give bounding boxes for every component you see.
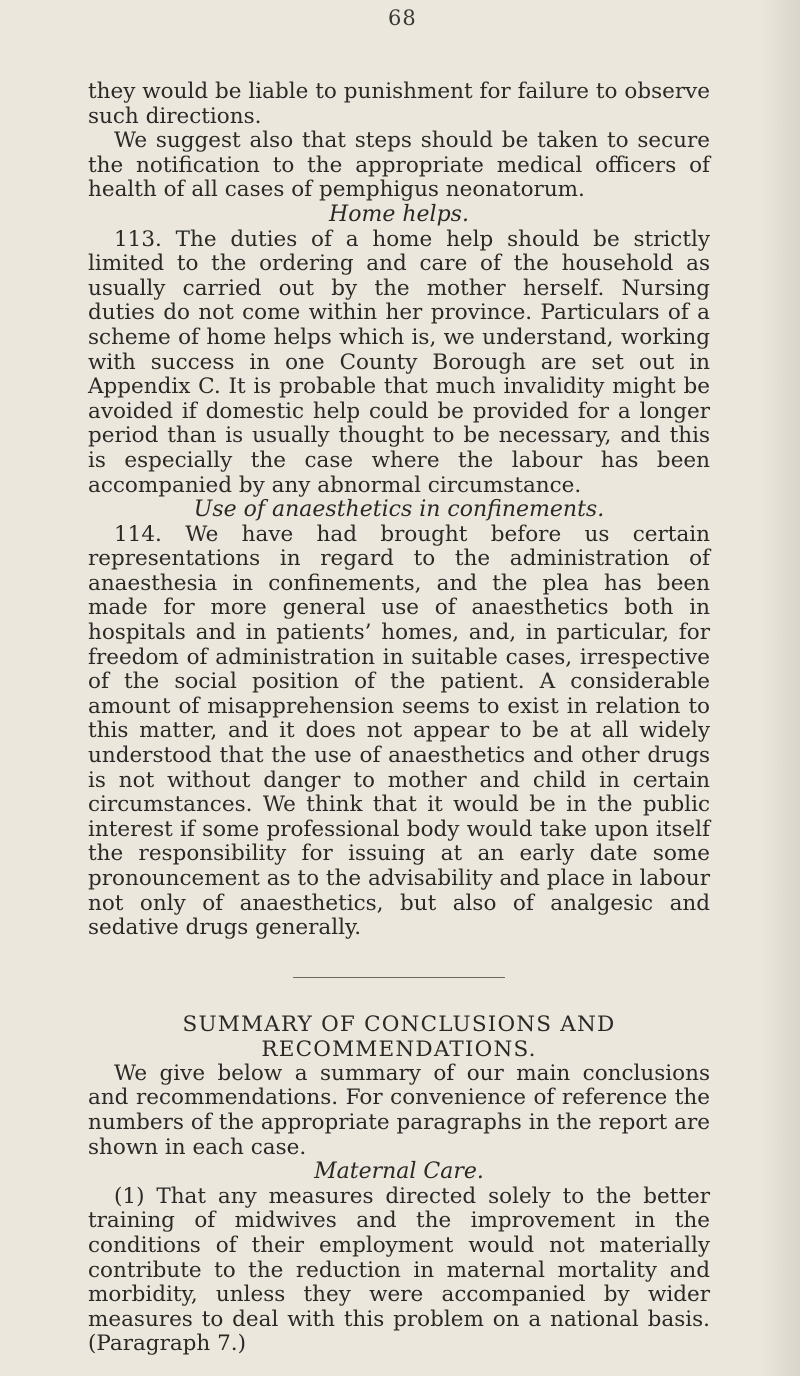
section-heading-maternal-care: Maternal Care. <box>314 1159 484 1185</box>
paragraph-summary-intro: We give below a summary of our main conclusions and recommendations. For convenience of reference the numbers of the appropriate paragraphs in the report are shown in each case. <box>88 1060 710 1160</box>
section-divider <box>293 977 505 978</box>
conclusion-1: (1) That any measures directed solely to the better training of midwives and the improvement in the conditions of their employment would not materially contribute to the reduction in maternal mortality and morbidity, unless they were accompanied by wider measures to deal with this problem on a national basis. (Paragraph 7.) <box>88 1183 710 1357</box>
summary-heading-line-2: RECOMMENDATIONS. <box>261 1036 537 1062</box>
page-edge-shadow <box>760 0 800 1376</box>
paragraph-113: 113. The duties of a home help should be strictly limited to the ordering and care of the household as usually carried out by the mother herself. Nursing duties do not come within her province. Particulars of a scheme of home helps which is, we understand, working with success in one County Borough are set out in Appendix C. It is probable that much invalidity might be avoided if domestic help could be provided for a longer period than is usually thought to be necessary, and this is especially the case where the labour has been accompanied by any abnormal circumstance. <box>88 226 710 498</box>
summary-heading-line-1: SUMMARY OF CONCLUSIONS AND <box>182 1011 616 1037</box>
page-number: 68 <box>388 6 417 30</box>
section-heading-anaesthetics: Use of anaesthetics in confinements. <box>193 497 605 523</box>
paragraph-114: 114. We have had brought before us certain representations in regard to the administration of anaesthesia in confinements, and the plea has been made for more general use of anaesthetics both in hospitals and in patients’ homes, and, in particular, for freedom of administration in suitable cases, irrespective of the social position of the patient. A considerable amount of misapprehension seems to exist in relation to this matter, and it does not appear to be at all widely understood that the use of anaesthetics and other drugs is not without danger to mother and child in certain circumstances. We think that it would be in the public interest if some professional body would take upon itself the responsibility for issuing at an early date some pronouncement as to the advisability and place in labour not only of anaesthetics, but also of analgesic and sedative drugs generally. <box>88 521 710 941</box>
paragraph-notification: We suggest also that steps should be taken to secure the notification to the appropriate medical officers of health of all cases of pemphigus neonatorum. <box>88 128 710 203</box>
page-content <box>88 80 710 1357</box>
paragraph-continued: they would be liable to punishment for failure to observe such directions. <box>88 79 710 129</box>
section-heading-home-helps: Home helps. <box>329 201 469 227</box>
summary-heading <box>88 1012 710 1062</box>
